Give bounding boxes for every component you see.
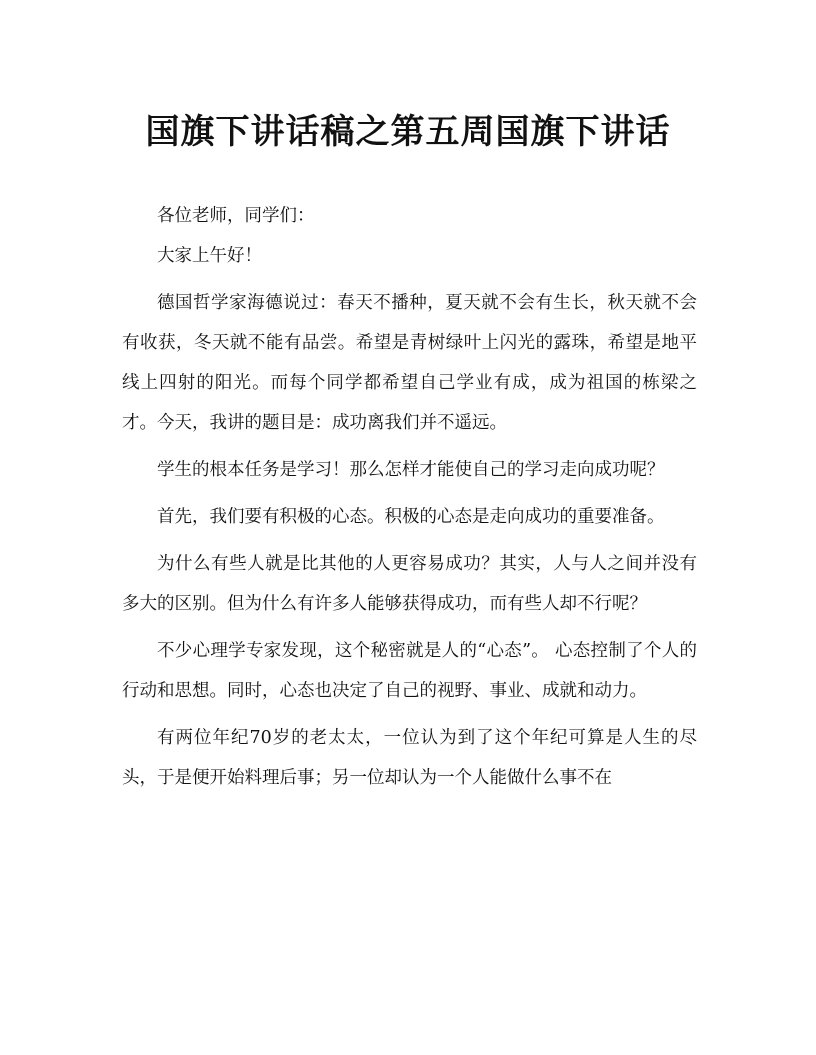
paragraph-question: 为什么有些人就是比其他的人更容易成功？其实，人与人之间并没有多大的区别。但为什么有许多人能够获得成功，而有些人却不行呢？ bbox=[122, 554, 697, 614]
document-body bbox=[122, 196, 697, 805]
paragraph-task: 学生的根本任务是学习！那么怎样才能使自己的学习走向成功呢？ bbox=[157, 460, 665, 480]
paragraph-salutation: 各位老师，同学们： bbox=[157, 206, 315, 226]
paragraph-greeting: 大家上午好！ bbox=[157, 246, 262, 266]
paragraph-mindset: 不少心理学专家发现，这个秘密就是人的“心态”。 心态控制了个人的行动和思想。同时，心态也决定了自己的视野、事业、成就和动力。 bbox=[122, 641, 697, 701]
paragraph-attitude: 首先，我们要有积极的心态。积极的心态是走向成功的重要准备。 bbox=[157, 507, 665, 527]
paragraph-story: 有两位年纪70岁的老太太，一位认为到了这个年纪可算是人生的尽头，于是便开始料理后事；另一位却认为一个人能做什么事不在 bbox=[122, 728, 697, 788]
paragraph-quote: 德国哲学家海德说过：春天不播种，夏天就不会有生长，秋天就不会有收获，冬天就不能有品尝。希望是青树绿叶上闪光的露珠，希望是地平线上四射的阳光。而每个同学都希望自己学业有成，成为祖国的栋梁之才。今天，我讲的题目是：成功离我们并不遥远。 bbox=[122, 293, 697, 433]
document-title: 国旗下讲话稿之第五周国旗下讲话 bbox=[145, 112, 671, 152]
